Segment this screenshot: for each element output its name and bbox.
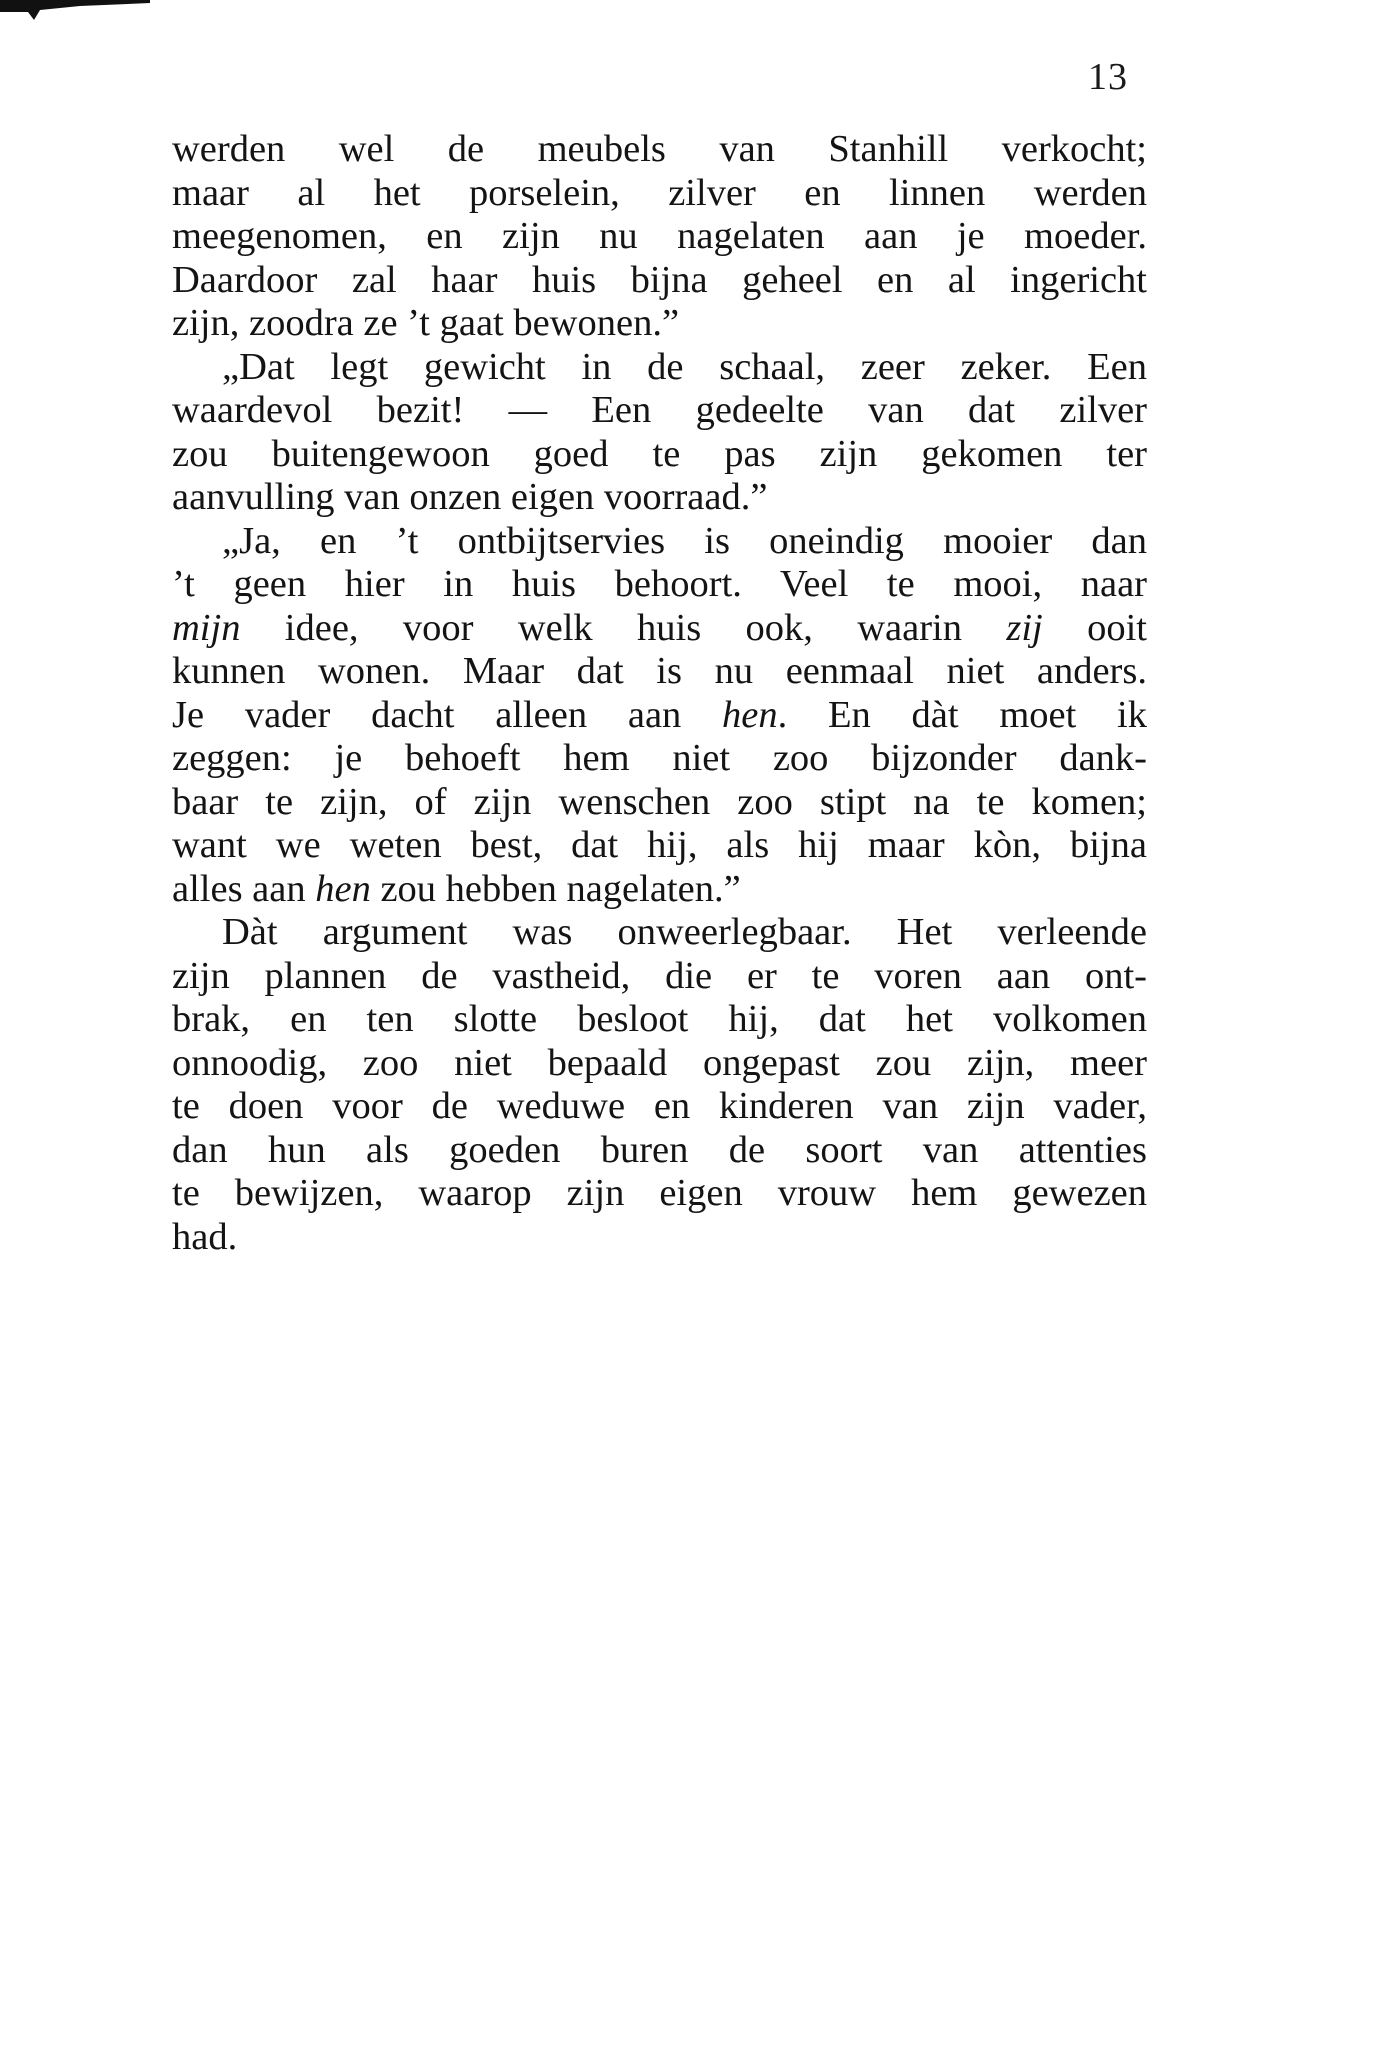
italic-word: zij: [1006, 606, 1043, 649]
text-run: zou hebben nagelaten.”: [370, 867, 741, 910]
paragraph: [172, 128, 1147, 346]
text-line: zijn plannen de vastheid, die er te voren aan ont-: [172, 954, 1147, 997]
text-line: ’t geen hier in huis behoort. Veel te mooi, naar: [172, 563, 1147, 605]
text-line: [172, 607, 1147, 651]
text-line: [172, 868, 1147, 912]
text-line: meegenomen, en zijn nu nagelaten aan je moeder.: [172, 215, 1147, 257]
text-line: brak, en ten slotte besloot hij, dat het volkomen: [172, 998, 1147, 1040]
text-line: zou buitengewoon goed te pas zijn gekomen ter: [172, 432, 1147, 475]
text-line: te bewijzen, waarop zijn eigen vrouw hem gewezen: [172, 1172, 1147, 1214]
text-line: [172, 694, 1147, 738]
paragraph: [172, 520, 1147, 912]
text-line: onnoodig, zoo niet bepaald ongepast zou zijn, meer: [172, 1041, 1147, 1084]
italic-word: hen: [722, 693, 778, 736]
text-line: „Ja, en ’t ontbijtservies is oneindig mooier dan: [222, 519, 1147, 562]
text-line: zeggen: je behoeft hem niet zoo bijzonder dank-: [172, 737, 1147, 779]
body-text: [172, 128, 1147, 1259]
italic-word: mijn: [172, 606, 241, 649]
text-line: kunnen wonen. Maar dat is nu eenmaal niet anders.: [172, 650, 1147, 692]
text-line: had.: [172, 1215, 238, 1258]
text-line: maar al het porselein, zilver en linnen werden: [172, 171, 1147, 214]
text-run: ooit: [1042, 606, 1147, 649]
scan-edge-mark: [0, 0, 150, 22]
text-run: . En dàt moet ik: [777, 693, 1148, 736]
text-run: idee, voor welk huis ook, waarin: [240, 606, 1007, 649]
text-run: Je vader dacht alleen aan: [172, 693, 723, 736]
paragraph: [172, 911, 1147, 1259]
page-number: 13: [1088, 56, 1128, 98]
text-line: zijn, zoodra ze ’t gaat bewonen.”: [172, 302, 680, 344]
text-line: aanvulling van onzen eigen voorraad.”: [172, 476, 768, 518]
text-line: „Dat legt gewicht in de schaal, zeer zeker. Een: [222, 345, 1147, 388]
italic-word: hen: [315, 867, 371, 910]
text-line: te doen voor de weduwe en kinderen van zijn vader,: [172, 1085, 1147, 1127]
text-line: want we weten best, dat hij, als hij maar kòn, bijna: [172, 824, 1147, 866]
text-run: alles aan: [172, 867, 316, 910]
text-line: Daardoor zal haar huis bijna geheel en al ingericht: [172, 258, 1147, 301]
text-line: Dàt argument was onweerlegbaar. Het verleende: [222, 911, 1147, 953]
text-line: baar te zijn, of zijn wenschen zoo stipt na te komen;: [172, 780, 1147, 823]
paragraph: [172, 346, 1147, 520]
text-line: dan hun als goeden buren de soort van attenties: [172, 1128, 1147, 1171]
text-line: waardevol bezit! — Een gedeelte van dat zilver: [172, 389, 1147, 431]
text-line: werden wel de meubels van Stanhill verkocht;: [172, 128, 1147, 170]
